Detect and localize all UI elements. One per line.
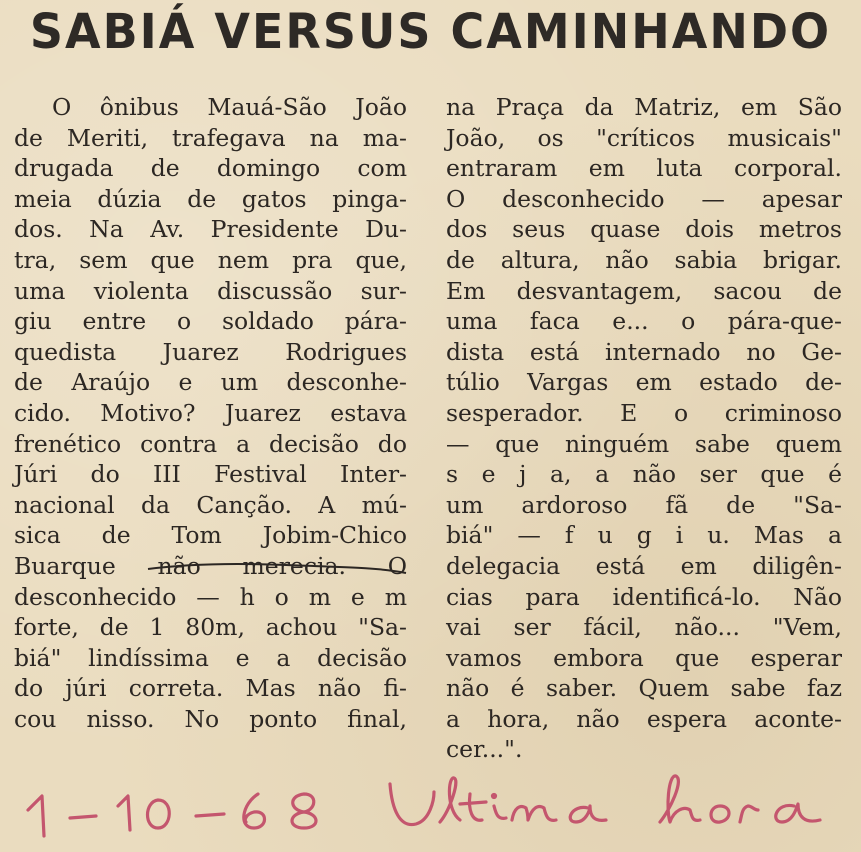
- article-line: biá" lindíssima e a decisão: [14, 643, 407, 672]
- article-line: sica de Tom Jobim-Chico: [14, 521, 407, 550]
- article-line: entraram em luta corporal.: [446, 154, 842, 183]
- article-line: Em desvantagem, sacou de: [446, 276, 842, 305]
- article-line: — que ninguém sabe quem: [446, 429, 842, 458]
- article-line: vamos embora que esperar: [446, 643, 842, 672]
- article-line: drugada de domingo com: [14, 154, 407, 183]
- article-line: cou nisso. No ponto final,: [14, 704, 407, 733]
- article-line: não é saber. Quem sabe faz: [446, 674, 842, 703]
- article-line: de Araújo e um desconhe-: [14, 368, 407, 397]
- article-line: forte, de 1 80m, achou "Sa-: [14, 613, 407, 642]
- article-line: do júri correta. Mas não fi-: [14, 674, 407, 703]
- article-line: O ônibus Mauá-São João: [52, 93, 407, 121]
- article-line: dos seus quase dois metros: [446, 215, 842, 244]
- article-line: Buarque não merecia. O: [14, 551, 407, 580]
- article-line: de Meriti, trafegava na ma-: [14, 123, 407, 152]
- article-column-left: [14, 92, 407, 734]
- article-line: delegacia está em diligên-: [446, 551, 842, 580]
- handdrawn-underline: [146, 561, 408, 575]
- article-line: quedista Juarez Rodrigues: [14, 337, 407, 366]
- article-line: João, os "críticos musicais": [446, 123, 842, 152]
- handwriting-drawing: [20, 770, 840, 840]
- article-line: nacional da Canção. A mú-: [14, 490, 407, 519]
- article-line: sesperador. E o criminoso: [446, 398, 842, 427]
- article-line: uma violenta discussão sur-: [14, 276, 407, 305]
- article-line: meia dúzia de gatos pinga-: [14, 184, 407, 213]
- article-line: vai ser fácil, não... "Vem,: [446, 613, 842, 642]
- article-line: dos. Na Av. Presidente Du-: [14, 215, 407, 244]
- article-line: na Praça da Matriz, em São: [446, 93, 842, 121]
- article-line: tra, sem que nem pra que,: [14, 245, 407, 274]
- article-line: O desconhecido — apesar: [446, 184, 842, 213]
- article-line: cer...".: [446, 735, 523, 764]
- article-column-right: [446, 92, 842, 765]
- article-line: uma faca e... o pára-que-: [446, 307, 842, 336]
- article-line: Júri do III Festival Inter-: [14, 460, 407, 489]
- article-line: giu entre o soldado pára-: [14, 307, 407, 336]
- article-line: a hora, não espera aconte-: [446, 704, 842, 733]
- article-line: cido. Motivo? Juarez estava: [14, 398, 407, 427]
- article-line: um ardoroso fã de "Sa-: [446, 490, 842, 519]
- article-line: dista está internado no Ge-: [446, 337, 842, 366]
- article-line: de altura, não sabia brigar.: [446, 245, 842, 274]
- article-line: cias para identificá-lo. Não: [446, 582, 842, 611]
- article-line: túlio Vargas em estado de-: [446, 368, 842, 397]
- handwritten-date-note: [20, 770, 840, 840]
- article-line: frenético contra a decisão do: [14, 429, 407, 458]
- article-line: biá" — f u g i u. Mas a: [446, 521, 842, 550]
- headline: SABIÁ VERSUS CAMINHANDO: [29, 2, 832, 60]
- article-line: s e j a, a não ser que é: [446, 460, 842, 489]
- article-line: desconhecido — h o m e m: [14, 582, 407, 611]
